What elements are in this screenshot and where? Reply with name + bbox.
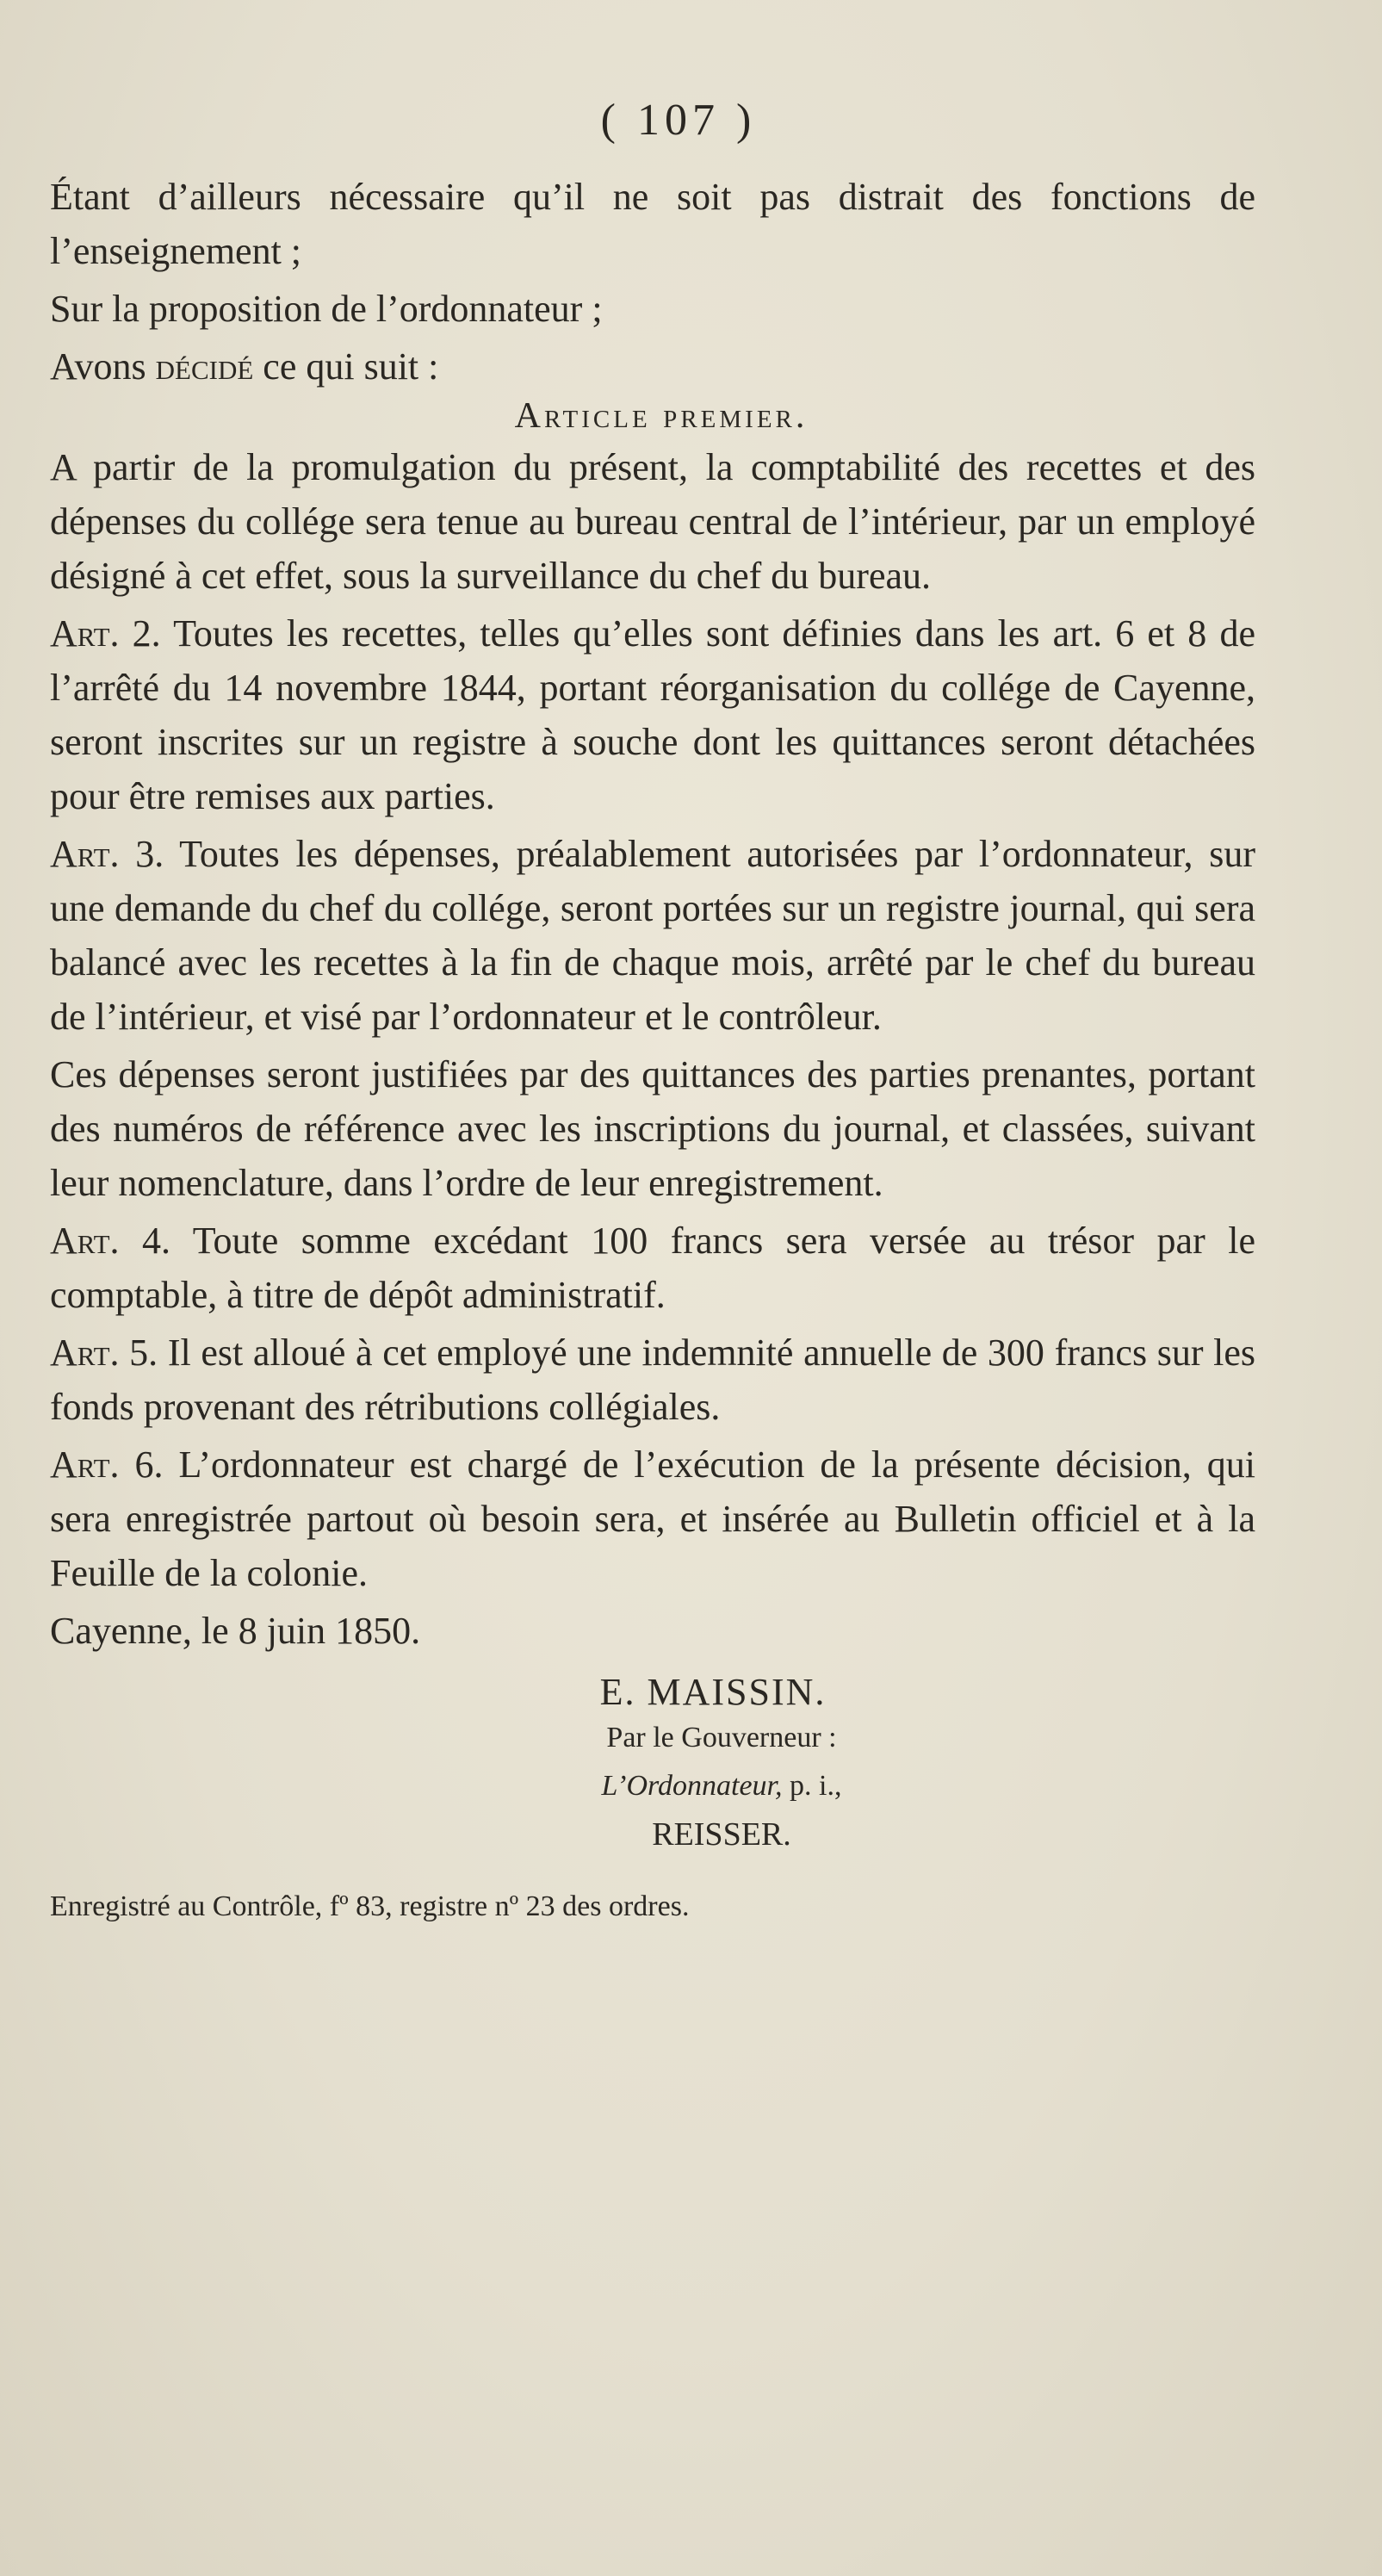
date-line: Cayenne, le 8 juin 1850.	[50, 1610, 421, 1652]
article-3-label: Art. 3.	[50, 833, 164, 875]
article-3	[50, 827, 1255, 1044]
decide-prefix: Avons	[50, 345, 146, 388]
article-3-continued: Ces dépenses seront justifiées par des quittances des parties prenantes, portant des numéros de référence avec les inscriptions du journal, et classées, suivant leur nomenclature, dans l’ordre de leur enregistrement.	[50, 1053, 1255, 1204]
article-6-label: Art. 6.	[50, 1443, 164, 1486]
signature-name: E. MAISSIN.	[599, 1671, 827, 1713]
decide-suffix: ce qui suit :	[263, 345, 439, 388]
article-2-label: Art. 2.	[50, 612, 161, 655]
article-2-text: Toutes les recettes, telles qu’elles sont définies dans les art. 6 et 8 de l’arrêté du 14 novembre 1844, portant réorganisation du collége de Cayenne, seront inscrites sur un registre à souche dont les quittances seront détachées pour être remises aux parties.	[50, 612, 1255, 817]
page-number: ( 107 )	[600, 96, 757, 145]
document-page	[50, 95, 1255, 1931]
signature-second-name: REISSER.	[652, 1816, 791, 1853]
article-6	[50, 1437, 1255, 1600]
signature-role-title: L’Ordonnateur,	[601, 1770, 783, 1802]
article-5	[50, 1325, 1255, 1434]
article-5-label: Art. 5.	[50, 1331, 158, 1374]
article-4	[50, 1214, 1255, 1322]
article-5-text: Il est alloué à cet employé une indemnité annuelle de 300 francs sur les fonds provenant des rétributions collégiales.	[50, 1331, 1256, 1428]
article-1: A partir de la promulgation du présent, la comptabilité des recettes et des dépenses du collége sera tenue au bureau central de l’intérieur, par un employé désigné à cet effet, sous la surveillance du chef du bureau.	[50, 446, 1255, 597]
signature-role	[50, 1762, 1255, 1810]
article-3-text: Toutes les dépenses, préalablement autorisées par l’ordonnateur, sur une demande du chef du collége, seront portées sur un registre journal, qui sera balancé avec les recettes à la fin de chaque mois, arrêté par le chef du bureau de l’intérieur, et visé par l’ordonnateur et le contrôleur.	[50, 833, 1255, 1038]
paragraph-decide	[50, 339, 1255, 394]
article-4-label: Art. 4.	[50, 1220, 171, 1262]
article-6-text: L’ordonnateur est chargé de l’exécution de la présente décision, qui sera enregistrée partout où besoin sera, et insérée au Bulletin officiel et à la Feuille de la colonie.	[50, 1443, 1256, 1594]
signature-by: Par le Gouverneur :	[606, 1722, 837, 1754]
decide-word: décidé	[155, 345, 254, 388]
paragraph-enseignement: Étant d’ailleurs nécessaire qu’il ne soit pas distrait des fonctions de l’enseignement ;	[50, 176, 1255, 272]
signature-role-suffix: p. i.,	[790, 1770, 842, 1802]
registration-note: Enregistré au Contrôle, fº 83, registre nº 23 des ordres.	[50, 1890, 690, 1922]
article-2	[50, 606, 1255, 823]
article-heading: Article premier.	[514, 396, 809, 436]
article-4-text: Toute somme excédant 100 francs sera versée au trésor par le comptable, à titre de dépôt administratif.	[50, 1220, 1255, 1316]
paragraph-proposition: Sur la proposition de l’ordonnateur ;	[50, 288, 603, 330]
